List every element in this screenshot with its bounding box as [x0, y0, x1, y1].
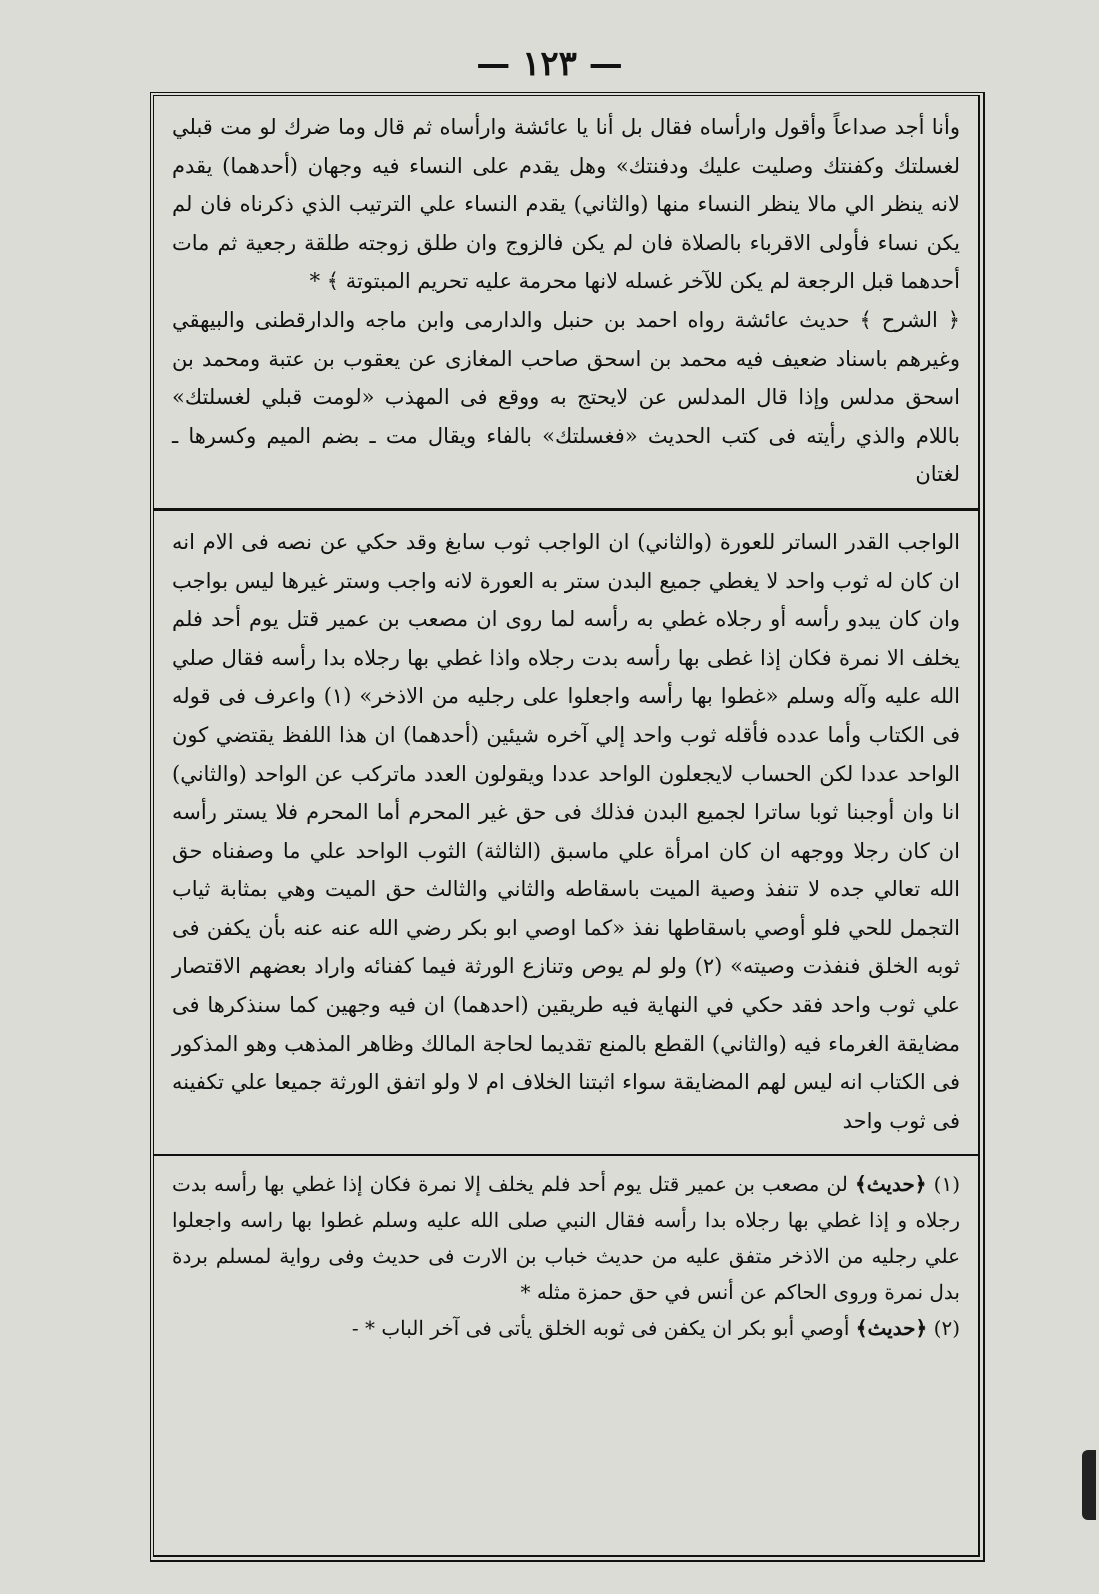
- sharh-text: ﴿ الشرح ﴾ حديث عائشة رواه احمد بن حنبل والدارمى وابن ماجه والدارقطنى والبيهقي وغيرهم باسناد ضعيف فيه محمد بن اسحق صاحب المغازى عن يعقوب بن عتبة ومحمد بن اسحق مدلس وإذا قال المدلس عن لايحتج به ووقع فى المهذب «لومت قبلي لغسلتك» باللام والذي رأيته فى كتب الحديث «فغسلتك» بالفاء ويقال مت ـ بضم الميم وكسرها ـ لغتان: [172, 307, 960, 487]
- section-divider: [154, 508, 978, 511]
- page-number: — ١٢٣ —: [476, 44, 623, 84]
- footnote-1: [172, 1166, 960, 1310]
- main-section: [172, 523, 960, 1141]
- matn-text: وأنا أجد صداعاً وأقول وارأساه فقال بل أنا يا عائشة وارأساه ثم قال وما ضرك لو مت قبلي لغسلتك وكفنتك وصليت عليك ودفنتك» وهل يقدم على النساء فيه وجهان (أحدهما) يقدم لانه ينظر الي مالا ينظر النساء منها (والثاني) يقدم النساء علي الترتيب الذي ذكرناه فان لم يكن نساء فأولى الاقرباء بالصلاة فان لم يكن فالزوج وان طلق زوجته طلقة رجعية ثم مات أحدهما قبل الرجعة لم يكن للآخر غسله لانها محرمة عليه تحريم المبتوتة ﴾ *: [172, 115, 960, 294]
- footnote-divider: [154, 1154, 978, 1156]
- upper-section: [172, 108, 960, 494]
- footnote-marker: (١): [933, 1172, 961, 1197]
- footnote-marker: (٢): [933, 1316, 960, 1341]
- footnote-text: لن مصعب بن عمير قتل يوم أحد فلم يخلف إلا نمرة فكان إذا غطي بها رأسه بدت رجلاه و إذا غطي بها رجلاه بدا رأسه فقال النبي صلى الله عليه وسلم غطوا بها راسه واجعلوا علي رجليه من الاذخر متفق عليه من حديث خباب بن الارت فى حديث وفى رواية لمسلم بردة بدل نمرة وروى الحاكم عن أنس في حق حمزة مثله *: [172, 1172, 960, 1305]
- footnotes: [172, 1166, 960, 1346]
- main-body-text: الواجب القدر الساتر للعورة (والثاني) ان الواجب ثوب سابغ وقد حكي عن نصه فى الام انه ان كان له ثوب واحد لا يغطي جميع البدن ستر به العورة لانه واجب وستر غيرها ليس بواجب وان كان يبدو رأسه أو رجلاه غطي به رأسه لما روى ان مصعب بن عمير قتل يوم أحد فلم يخلف الا نمرة فكان إذا غطى بها رأسه بدت رجلاه واذا غطي بها رجلاه بدا رأسه فقال صلي الله عليه وآله وسلم «غطوا بها رأسه واجعلوا على رجليه من الاذخر» (١) واعرف فى قوله فى الكتاب وأما عدده فأقله ثوب واحد إلي آخره شيئين (أحدهما) ان هذا اللفظ يقتضي كون الواحد عددا لكن الحساب لايجعلون الواحد عددا ويقولون العدد ماتركب عن الواحد (والثاني) انا وان أوجبنا ثوبا ساترا لجميع البدن فذلك فى حق غير المحرم أما المحرم فلا يستر رأسه ان كان رجلا ووجهه ان كان امرأة علي ماسبق (الثالثة) الثوب الواحد علي ما وصفناه حق الله تعالي جده لا تنفذ وصية الميت باسقاطه والثاني والثالث حق الميت وهي بمثابة ثياب التجمل للحي فلو أوصي باسقاطها نفذ «كما اوصي ابو بكر رضي الله عنه عنه بأن يكفن فى ثوبه الخلق فنفذت وصيته» (٢) ولو لم يوص وتنازع الورثة فيما كفنائه واراد بعضهم الاقتصار علي ثوب واحد فقد حكي في النهاية فيه طريقين (احدهما) ان فيه وجهين كما سنذكرها فى مضايقة الغرماء فيه (والثاني) القطع بالمنع تقديما لحاجة المالك وظاهر المذهب وهو المذكور فى الكتاب انه ليس لهم المضايقة سواء اثبتنا الخلاف ام لا ولو اتفق الورثة جميعا علي تكفينه فى ثوب واحد: [172, 529, 960, 1133]
- footnote-title: ﴿حديث﴾: [854, 1172, 927, 1197]
- footnote-2: [172, 1310, 960, 1346]
- footnote-title: ﴿حديث﴾: [855, 1316, 928, 1341]
- footnote-text: أوصي أبو بكر ان يكفن فى ثوبه الخلق يأتى فى آخر الباب * -: [351, 1316, 850, 1341]
- page-edge-shadow: [1082, 1450, 1096, 1520]
- page-frame: [150, 92, 985, 1562]
